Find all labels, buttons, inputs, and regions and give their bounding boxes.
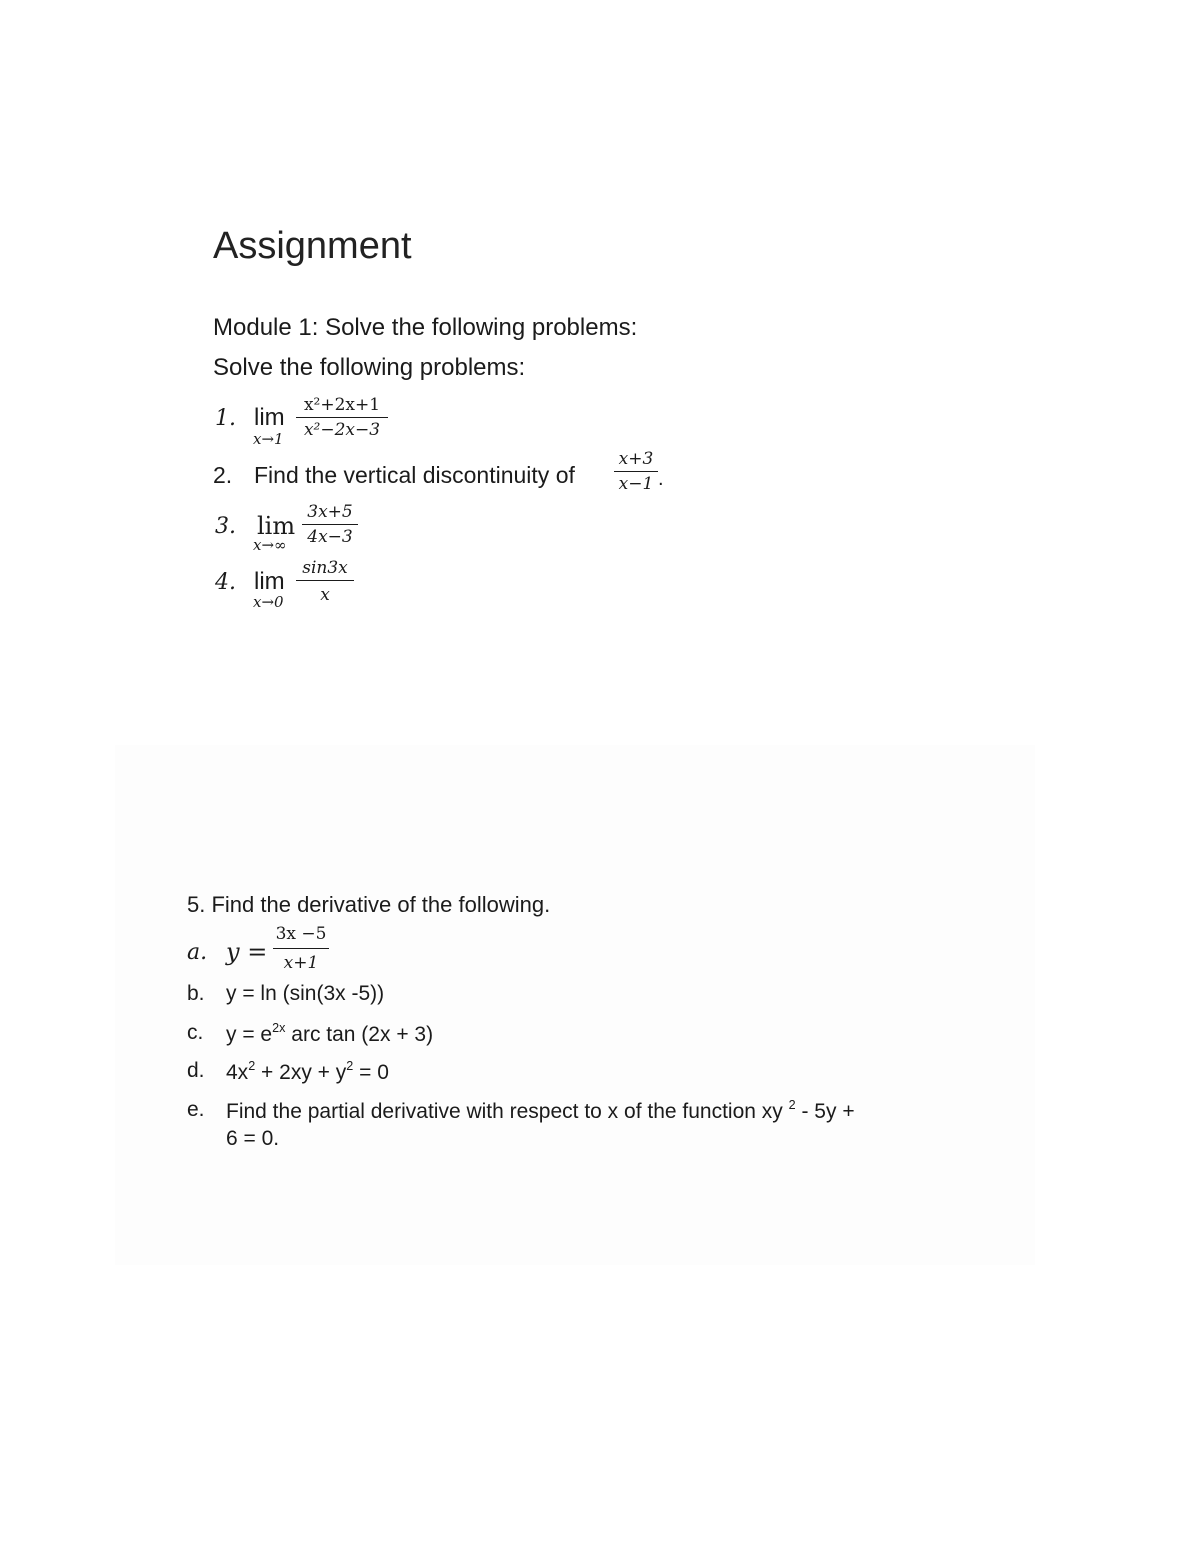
problem-4-number: 4.: [215, 570, 236, 595]
problem-5a-numerator: 3x −5: [275, 924, 327, 944]
instructions-line: Solve the following problems:: [213, 354, 526, 381]
problem-5e-text: Find the partial derivative with respect to x of the function xy: [226, 1099, 789, 1123]
problem-2-period: .: [658, 468, 664, 490]
problem-3-lim: lim: [257, 512, 296, 540]
problem-5d-term-3: = 0: [353, 1060, 389, 1084]
problem-5e-line-2: 6 = 0.: [226, 1127, 280, 1150]
problem-3-numerator: 3x+5: [307, 502, 353, 522]
problem-1-denominator: x²−2x−3: [303, 420, 381, 440]
problem-2-denominator: x−1: [618, 474, 654, 494]
problem-4-lim: lim: [254, 568, 285, 595]
problem-2-text: Find the vertical discontinuity of: [254, 462, 575, 488]
problem-5a-fraction: [273, 926, 329, 972]
problem-3-approach: x→∞: [253, 536, 287, 554]
problem-4-approach: x→0: [253, 593, 284, 611]
problem-5a-lhs: y =: [226, 938, 268, 966]
problem-5c-exponent: 2x: [272, 1021, 286, 1035]
problem-5c-pre: y = e: [226, 1022, 273, 1046]
problem-4-numerator: sin3x: [302, 558, 348, 578]
problem-1-lim: lim: [254, 404, 285, 431]
problem-3-fraction: [302, 504, 358, 546]
problem-5c-post: arc tan (2x + 3): [285, 1022, 434, 1046]
problem-5c-expression: [226, 1021, 433, 1047]
problem-2-numerator: x+3: [618, 449, 654, 469]
problem-5e-exponent: 2: [788, 1098, 796, 1112]
problem-1-numerator: x²+2x+1: [303, 395, 381, 415]
problem-5d-exponent-2: 2: [346, 1059, 354, 1073]
problem-5-heading: 5. Find the derivative of the following.: [187, 892, 551, 917]
problem-5e-text-end: - 5y +: [795, 1099, 855, 1123]
problem-3-denominator: 4x−3: [307, 527, 353, 547]
problem-5b-text: y = ln (sin(3x -5)): [226, 982, 385, 1005]
problem-5d-term-1: 4x: [226, 1060, 249, 1084]
problem-5a-label: a.: [187, 940, 208, 965]
module-heading: Module 1: Solve the following problems:: [213, 314, 638, 341]
problem-4-denominator: x: [320, 585, 330, 605]
problem-1-fraction: [296, 397, 388, 439]
problem-5d-exponent-1: 2: [248, 1059, 256, 1073]
problem-1-number: 1.: [215, 406, 236, 431]
problem-3-number: 3.: [215, 514, 236, 539]
problem-5e-line-1: [226, 1098, 855, 1124]
problem-4-fraction: [296, 560, 354, 604]
problem-5d-label: d.: [187, 1059, 205, 1082]
problem-5d-term-2: + 2xy + y: [255, 1060, 347, 1084]
problem-2-fraction: [614, 451, 658, 493]
problem-5e-label: e.: [187, 1098, 205, 1121]
problem-5d-expression: [226, 1059, 389, 1085]
page-title: Assignment: [213, 225, 412, 267]
problem-5a-denominator: x+1: [283, 953, 319, 973]
problem-5c-label: c.: [187, 1021, 204, 1044]
problem-1-approach: x→1: [253, 430, 284, 448]
problem-5b-label: b.: [187, 982, 205, 1005]
problem-2-number: 2.: [213, 462, 233, 488]
